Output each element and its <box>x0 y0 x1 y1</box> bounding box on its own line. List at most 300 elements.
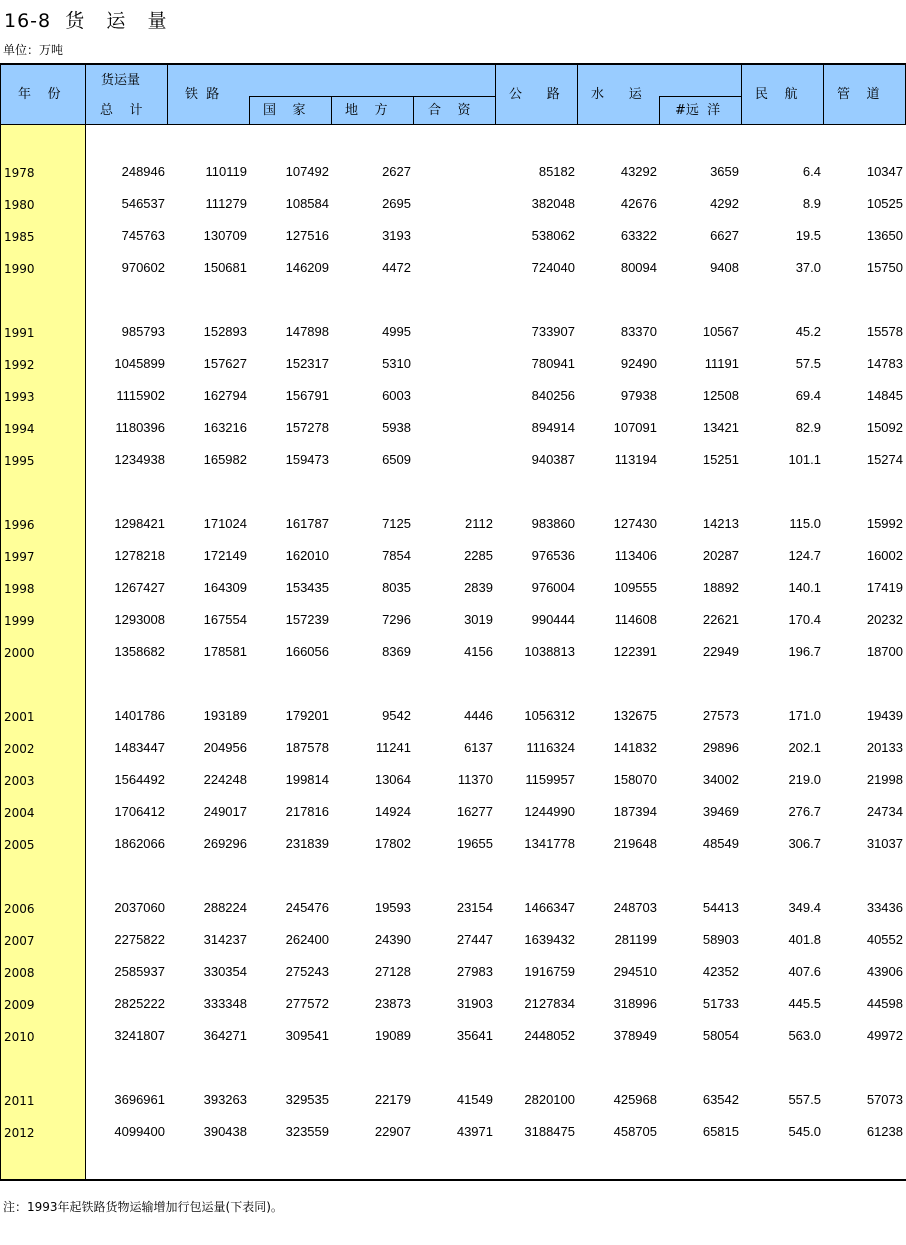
waterway-cell: 113194 <box>614 452 657 467</box>
local-cell: 23873 <box>374 996 411 1011</box>
local-cell: 27128 <box>374 964 411 979</box>
railway-cell: 364271 <box>203 1028 247 1043</box>
highway-cell: 85182 <box>538 164 575 179</box>
civil-aviation-cell: 140.1 <box>788 580 821 595</box>
waterway-cell: 92490 <box>620 356 657 371</box>
ocean-cell: 13421 <box>702 420 739 435</box>
highway-cell: 840256 <box>531 388 575 403</box>
pipeline-cell: 49972 <box>866 1028 903 1043</box>
header-bottom-border <box>0 124 906 125</box>
year-cell: 1978 <box>4 166 35 180</box>
waterway-cell: 219648 <box>613 836 657 851</box>
pipeline-cell: 18700 <box>866 644 903 659</box>
state-cell: 108584 <box>285 196 329 211</box>
pipeline-cell: 33436 <box>866 900 903 915</box>
total-cell: 1564492 <box>114 772 165 787</box>
pipeline-cell: 61238 <box>866 1124 903 1139</box>
ocean-cell: 12508 <box>702 388 739 403</box>
ocean-cell: 39469 <box>702 804 739 819</box>
railway-cell: 171024 <box>203 516 247 531</box>
civil-aviation-cell: 171.0 <box>788 708 821 723</box>
state-cell: 217816 <box>285 804 329 819</box>
pipeline-cell: 14845 <box>866 388 903 403</box>
joint-cell: 43971 <box>456 1124 493 1139</box>
total-cell: 1358682 <box>114 644 165 659</box>
total-cell: 1267427 <box>114 580 165 595</box>
railway-cell: 288224 <box>203 900 247 915</box>
year-cell: 1998 <box>4 582 35 596</box>
year-cell: 1999 <box>4 614 35 628</box>
railway-cell: 150681 <box>203 260 247 275</box>
ocean-cell: 65815 <box>702 1124 739 1139</box>
civil-aviation-cell: 306.7 <box>788 836 821 851</box>
railway-cell: 393263 <box>203 1092 247 1107</box>
year-cell: 1980 <box>4 198 35 212</box>
header-waterway: 水 运 <box>591 87 642 102</box>
joint-cell: 27447 <box>456 932 493 947</box>
waterway-cell: 43292 <box>620 164 657 179</box>
state-cell: 152317 <box>285 356 329 371</box>
railway-cell: 152893 <box>203 324 247 339</box>
railway-cell: 314237 <box>203 932 247 947</box>
highway-cell: 2820100 <box>524 1092 575 1107</box>
railway-cell: 164309 <box>203 580 247 595</box>
highway-cell: 382048 <box>531 196 575 211</box>
highway-cell: 1244990 <box>524 804 575 819</box>
ocean-cell: 11191 <box>704 356 739 371</box>
ocean-cell: 9408 <box>710 260 739 275</box>
highway-cell: 2127834 <box>524 996 575 1011</box>
civil-aviation-cell: 545.0 <box>788 1124 821 1139</box>
year-cell: 2004 <box>4 806 35 820</box>
year-cell: 2003 <box>4 774 35 788</box>
local-cell: 8035 <box>382 580 411 595</box>
total-cell: 1045899 <box>114 356 165 371</box>
pipeline-cell: 40552 <box>866 932 903 947</box>
table-top-border <box>0 63 906 65</box>
pipeline-cell: 15992 <box>866 516 903 531</box>
highway-cell: 976004 <box>531 580 575 595</box>
total-cell: 1180396 <box>115 420 165 435</box>
railway-cell: 110119 <box>205 164 247 179</box>
local-cell: 4472 <box>382 260 411 275</box>
railway-cell: 269296 <box>203 836 247 851</box>
civil-aviation-cell: 115.0 <box>789 516 821 531</box>
header-divider <box>331 96 332 125</box>
state-cell: 262400 <box>285 932 329 947</box>
railway-cell: 165982 <box>203 452 247 467</box>
year-cell: 2006 <box>4 902 35 916</box>
table-bottom-border <box>0 1179 906 1181</box>
civil-aviation-cell: 101.1 <box>788 452 821 467</box>
ocean-cell: 63542 <box>702 1092 739 1107</box>
waterway-cell: 109555 <box>613 580 657 595</box>
ocean-cell: 34002 <box>702 772 739 787</box>
civil-aviation-cell: 57.5 <box>795 356 821 371</box>
ocean-cell: 22949 <box>702 644 739 659</box>
civil-aviation-cell: 69.4 <box>795 388 821 403</box>
pipeline-cell: 20133 <box>866 740 903 755</box>
total-cell: 1862066 <box>114 836 165 851</box>
highway-cell: 894914 <box>531 420 575 435</box>
pipeline-cell: 44598 <box>866 996 903 1011</box>
year-cell: 2011 <box>4 1094 35 1108</box>
railway-cell: 330354 <box>203 964 247 979</box>
highway-cell: 976536 <box>531 548 575 563</box>
ocean-cell: 54413 <box>702 900 739 915</box>
total-cell: 1401786 <box>114 708 165 723</box>
civil-aviation-cell: 196.7 <box>788 644 821 659</box>
total-cell: 1706412 <box>114 804 165 819</box>
highway-cell: 983860 <box>531 516 575 531</box>
waterway-cell: 83370 <box>620 324 657 339</box>
local-cell: 22179 <box>374 1092 411 1107</box>
railway-cell: 162794 <box>203 388 247 403</box>
joint-cell: 2112 <box>465 516 493 531</box>
header-highway: 公 路 <box>509 87 560 102</box>
pipeline-cell: 15092 <box>866 420 903 435</box>
header-year: 年 份 <box>18 87 61 102</box>
waterway-cell: 378949 <box>613 1028 657 1043</box>
waterway-cell: 107091 <box>613 420 657 435</box>
header-divider <box>741 63 742 125</box>
total-cell: 985793 <box>121 324 165 339</box>
pipeline-cell: 15274 <box>866 452 903 467</box>
total-cell: 1293008 <box>114 612 165 627</box>
civil-aviation-cell: 276.7 <box>788 804 821 819</box>
ocean-cell: 27573 <box>702 708 739 723</box>
total-cell: 1234938 <box>114 452 165 467</box>
header-civil-aviation: 民 航 <box>755 87 798 102</box>
highway-cell: 990444 <box>531 612 575 627</box>
year-cell: 1995 <box>4 454 35 468</box>
civil-aviation-cell: 349.4 <box>788 900 821 915</box>
joint-cell: 11370 <box>457 772 493 787</box>
waterway-cell: 42676 <box>620 196 657 211</box>
civil-aviation-cell: 19.5 <box>795 228 821 243</box>
state-cell: 245476 <box>285 900 329 915</box>
local-cell: 19089 <box>374 1028 411 1043</box>
local-cell: 2627 <box>382 164 411 179</box>
waterway-cell: 80094 <box>620 260 657 275</box>
pipeline-cell: 15578 <box>866 324 903 339</box>
total-cell: 4099400 <box>114 1124 165 1139</box>
waterway-cell: 318996 <box>613 996 657 1011</box>
total-cell: 1278218 <box>114 548 165 563</box>
waterway-cell: 425968 <box>613 1092 657 1107</box>
railway-cell: 224248 <box>203 772 247 787</box>
waterway-cell: 294510 <box>613 964 657 979</box>
waterway-cell: 122391 <box>613 644 657 659</box>
waterway-cell: 114608 <box>614 612 657 627</box>
state-cell: 127516 <box>285 228 329 243</box>
local-cell: 5310 <box>382 356 411 371</box>
ocean-cell: 3659 <box>710 164 739 179</box>
local-cell: 7125 <box>382 516 411 531</box>
waterway-cell: 141832 <box>613 740 657 755</box>
civil-aviation-cell: 407.6 <box>788 964 821 979</box>
total-cell: 248946 <box>121 164 165 179</box>
ocean-cell: 51733 <box>702 996 739 1011</box>
highway-cell: 1038813 <box>524 644 575 659</box>
joint-cell: 23154 <box>456 900 493 915</box>
local-cell: 5938 <box>382 420 411 435</box>
civil-aviation-cell: 563.0 <box>788 1028 821 1043</box>
waterway-cell: 281199 <box>614 932 657 947</box>
total-cell: 2825222 <box>114 996 165 1011</box>
year-cell: 2001 <box>4 710 35 724</box>
joint-cell: 35641 <box>456 1028 493 1043</box>
header-railway: 铁 路 <box>185 87 220 102</box>
pipeline-cell: 31037 <box>866 836 903 851</box>
pipeline-cell: 13650 <box>866 228 903 243</box>
state-cell: 309541 <box>285 1028 329 1043</box>
waterway-cell: 458705 <box>613 1124 657 1139</box>
total-cell: 546537 <box>121 196 165 211</box>
pipeline-cell: 10347 <box>866 164 903 179</box>
header-divider <box>413 96 414 125</box>
joint-cell: 16277 <box>456 804 493 819</box>
highway-cell: 1116324 <box>526 740 575 755</box>
header-ocean-shipping: #远 洋 <box>675 103 721 118</box>
highway-cell: 940387 <box>531 452 575 467</box>
joint-cell: 2285 <box>464 548 493 563</box>
ocean-cell: 58903 <box>702 932 739 947</box>
header-pipeline: 管 道 <box>837 87 880 102</box>
highway-cell: 1466347 <box>524 900 575 915</box>
ocean-cell: 29896 <box>702 740 739 755</box>
ocean-cell: 6627 <box>710 228 739 243</box>
railway-cell: 111279 <box>205 196 247 211</box>
state-cell: 157239 <box>285 612 329 627</box>
highway-cell: 780941 <box>531 356 575 371</box>
total-cell: 2585937 <box>114 964 165 979</box>
local-cell: 4995 <box>382 324 411 339</box>
ocean-cell: 15251 <box>702 452 739 467</box>
highway-cell: 1056312 <box>524 708 575 723</box>
state-cell: 107492 <box>285 164 329 179</box>
civil-aviation-cell: 202.1 <box>788 740 821 755</box>
state-cell: 277572 <box>285 996 329 1011</box>
total-cell: 3696961 <box>114 1092 165 1107</box>
pipeline-cell: 19439 <box>866 708 903 723</box>
railway-cell: 204956 <box>203 740 247 755</box>
year-cell: 1990 <box>4 262 35 276</box>
year-cell: 2009 <box>4 998 35 1012</box>
state-cell: 179201 <box>285 708 329 723</box>
highway-cell: 1341778 <box>524 836 575 851</box>
state-cell: 147898 <box>285 324 329 339</box>
total-cell: 2275822 <box>114 932 165 947</box>
state-cell: 329535 <box>285 1092 329 1107</box>
joint-cell: 27983 <box>456 964 493 979</box>
civil-aviation-cell: 170.4 <box>788 612 821 627</box>
state-cell: 161787 <box>285 516 329 531</box>
waterway-cell: 158070 <box>613 772 657 787</box>
joint-cell: 6137 <box>464 740 493 755</box>
year-cell: 2008 <box>4 966 35 980</box>
header-divider <box>823 63 824 125</box>
unit-label: 单位：万吨 <box>3 43 64 57</box>
table-left-border <box>0 63 1 1180</box>
header-local-railway: 地 方 <box>345 103 388 118</box>
state-cell: 159473 <box>285 452 329 467</box>
local-cell: 6003 <box>382 388 411 403</box>
pipeline-cell: 10525 <box>866 196 903 211</box>
header-divider <box>249 96 250 125</box>
highway-cell: 724040 <box>531 260 575 275</box>
year-cell: 2000 <box>4 646 35 660</box>
joint-cell: 31903 <box>456 996 493 1011</box>
pipeline-cell: 17419 <box>866 580 903 595</box>
state-cell: 323559 <box>285 1124 329 1139</box>
joint-cell: 19655 <box>456 836 493 851</box>
joint-cell: 41549 <box>456 1092 493 1107</box>
pipeline-cell: 24734 <box>866 804 903 819</box>
header-divider <box>659 96 660 125</box>
pipeline-cell: 16002 <box>866 548 903 563</box>
state-cell: 153435 <box>285 580 329 595</box>
year-cell: 1997 <box>4 550 35 564</box>
page-title: 16-8 货 运 量 <box>4 10 168 32</box>
state-cell: 157278 <box>285 420 329 435</box>
total-cell: 1483447 <box>114 740 165 755</box>
local-cell: 9542 <box>382 708 411 723</box>
ocean-cell: 22621 <box>702 612 739 627</box>
joint-cell: 4446 <box>464 708 493 723</box>
year-cell: 2007 <box>4 934 35 948</box>
local-cell: 3193 <box>382 228 411 243</box>
waterway-cell: 113406 <box>614 548 657 563</box>
civil-aviation-cell: 8.9 <box>802 196 821 211</box>
ocean-cell: 4292 <box>710 196 739 211</box>
highway-cell: 1916759 <box>524 964 575 979</box>
local-cell: 13064 <box>374 772 411 787</box>
joint-cell: 4156 <box>464 644 493 659</box>
railway-cell: 333348 <box>203 996 247 1011</box>
pipeline-cell: 14783 <box>866 356 903 371</box>
pipeline-cell: 21998 <box>866 772 903 787</box>
civil-aviation-cell: 124.7 <box>788 548 821 563</box>
civil-aviation-cell: 45.2 <box>795 324 821 339</box>
year-cell: 2010 <box>4 1030 35 1044</box>
year-cell: 1996 <box>4 518 35 532</box>
total-cell: 2037060 <box>114 900 165 915</box>
ocean-cell: 10567 <box>702 324 739 339</box>
civil-aviation-cell: 82.9 <box>795 420 821 435</box>
local-cell: 7296 <box>382 612 411 627</box>
header-divider <box>167 63 168 125</box>
pipeline-cell: 15750 <box>866 260 903 275</box>
highway-cell: 2448052 <box>524 1028 575 1043</box>
joint-cell: 3019 <box>464 612 493 627</box>
header-divider <box>577 63 578 125</box>
local-cell: 11241 <box>375 740 411 755</box>
pipeline-cell: 57073 <box>866 1092 903 1107</box>
railway-cell: 157627 <box>203 356 247 371</box>
header-total: 总 计 <box>100 103 143 118</box>
ocean-cell: 58054 <box>702 1028 739 1043</box>
highway-cell: 3188475 <box>524 1124 575 1139</box>
ocean-cell: 14213 <box>702 516 739 531</box>
civil-aviation-cell: 401.8 <box>788 932 821 947</box>
ocean-cell: 20287 <box>702 548 739 563</box>
state-cell: 166056 <box>285 644 329 659</box>
waterway-cell: 63322 <box>620 228 657 243</box>
local-cell: 2695 <box>382 196 411 211</box>
highway-cell: 1639432 <box>524 932 575 947</box>
local-cell: 14924 <box>374 804 411 819</box>
waterway-cell: 187394 <box>613 804 657 819</box>
state-cell: 231839 <box>285 836 329 851</box>
total-cell: 3241807 <box>114 1028 165 1043</box>
year-cell: 1993 <box>4 390 35 404</box>
civil-aviation-cell: 6.4 <box>802 164 821 179</box>
civil-aviation-cell: 219.0 <box>788 772 821 787</box>
civil-aviation-cell: 557.5 <box>788 1092 821 1107</box>
year-cell: 2012 <box>4 1126 35 1140</box>
railway-cell: 178581 <box>203 644 247 659</box>
local-cell: 24390 <box>374 932 411 947</box>
local-cell: 7854 <box>382 548 411 563</box>
local-cell: 19593 <box>374 900 411 915</box>
joint-cell: 2839 <box>464 580 493 595</box>
state-cell: 162010 <box>285 548 329 563</box>
local-cell: 22907 <box>374 1124 411 1139</box>
civil-aviation-cell: 37.0 <box>795 260 821 275</box>
year-cell: 1985 <box>4 230 35 244</box>
ocean-cell: 42352 <box>702 964 739 979</box>
local-cell: 17802 <box>374 836 411 851</box>
year-cell: 2002 <box>4 742 35 756</box>
local-cell: 8369 <box>382 644 411 659</box>
pipeline-cell: 20232 <box>866 612 903 627</box>
local-cell: 6509 <box>382 452 411 467</box>
header-freight-total: 货运量 <box>101 73 141 88</box>
year-cell: 1991 <box>4 326 35 340</box>
year-cell: 1992 <box>4 358 35 372</box>
ocean-cell: 48549 <box>702 836 739 851</box>
state-cell: 275243 <box>285 964 329 979</box>
waterway-cell: 248703 <box>613 900 657 915</box>
state-cell: 146209 <box>285 260 329 275</box>
railway-cell: 249017 <box>203 804 247 819</box>
highway-cell: 538062 <box>531 228 575 243</box>
pipeline-cell: 43906 <box>866 964 903 979</box>
footnote: 注：1993年起铁路货物运输增加行包运量(下表同)。 <box>3 1200 283 1214</box>
railway-cell: 390438 <box>203 1124 247 1139</box>
header-joint-venture-railway: 合 资 <box>428 103 471 118</box>
railway-cell: 130709 <box>203 228 247 243</box>
railway-cell: 163216 <box>203 420 247 435</box>
state-cell: 187578 <box>285 740 329 755</box>
header-state-railway: 国 家 <box>263 103 306 118</box>
railway-cell: 167554 <box>203 612 247 627</box>
waterway-cell: 127430 <box>613 516 657 531</box>
header-divider <box>495 63 496 125</box>
civil-aviation-cell: 445.5 <box>788 996 821 1011</box>
year-cell: 2005 <box>4 838 35 852</box>
year-cell: 1994 <box>4 422 35 436</box>
waterway-cell: 97938 <box>620 388 657 403</box>
highway-cell: 733907 <box>531 324 575 339</box>
total-cell: 745763 <box>121 228 165 243</box>
railway-cell: 172149 <box>203 548 247 563</box>
state-cell: 156791 <box>285 388 329 403</box>
state-cell: 199814 <box>285 772 329 787</box>
total-cell: 970602 <box>121 260 165 275</box>
waterway-subheader-divider <box>659 96 741 97</box>
